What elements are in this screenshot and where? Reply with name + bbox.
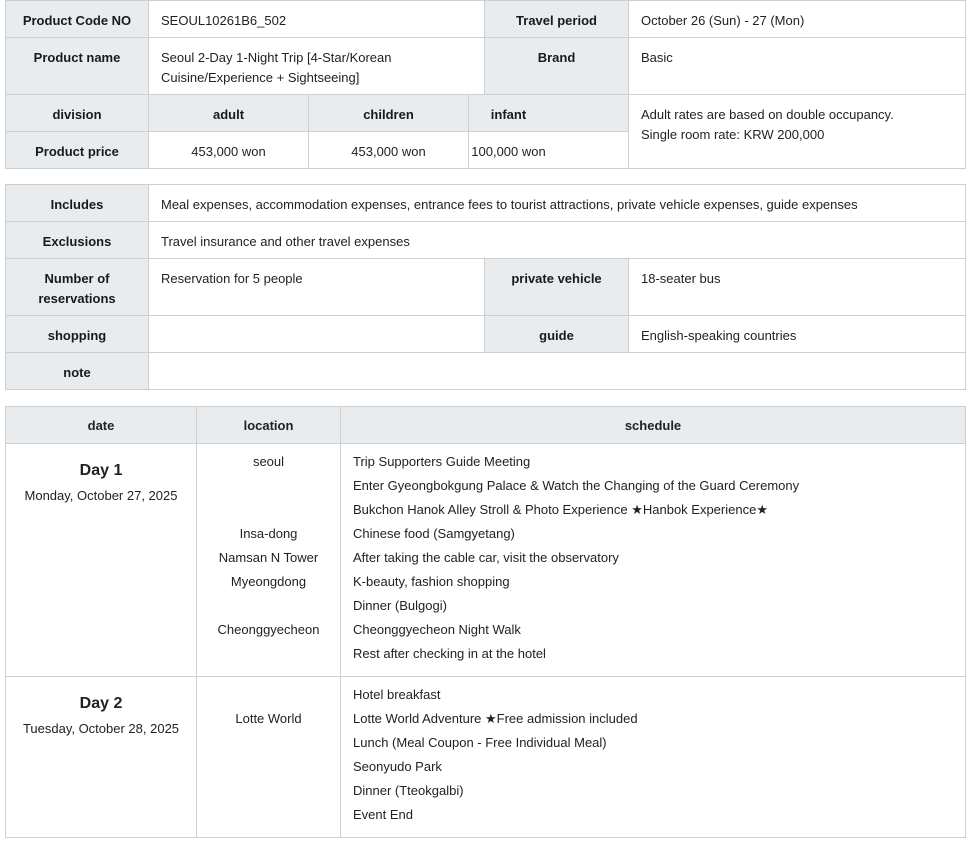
rate-note-line-1: Adult rates are based on double occupancy.	[641, 107, 894, 122]
reservations-label	[6, 259, 149, 316]
day-1-date: Monday, October 27, 2025	[24, 488, 178, 503]
location-item: Cheonggyecheon	[217, 622, 320, 637]
schedule-item: Lotte World Adventure ★Free admission included	[353, 711, 638, 726]
location-item	[197, 642, 340, 666]
travel-period-label: Travel period	[485, 1, 629, 38]
schedule-item: Bukchon Hanok Alley Stroll & Photo Experience ★Hanbok Experience★	[353, 502, 768, 517]
guide-value: English-speaking countries	[629, 316, 966, 353]
schedule-item: Rest after checking in at the hotel	[353, 646, 546, 661]
shopping-value	[149, 316, 485, 353]
location-item: Namsan N Tower	[218, 550, 319, 565]
reservations-value: Reservation for 5 people	[149, 259, 485, 316]
includes-value: Meal expenses, accommodation expenses, entrance fees to tourist attractions, private vehicle expenses, guide expenses	[149, 185, 966, 222]
infant-price: 100,000 won	[469, 132, 629, 169]
day-2-locations	[197, 677, 341, 838]
location-item: seoul	[252, 454, 285, 469]
schedule-item: K-beauty, fashion shopping	[353, 574, 510, 589]
date-header: date	[6, 407, 197, 444]
schedule-header: schedule	[341, 407, 966, 444]
brand-label: Brand	[485, 38, 629, 95]
reservations-label-line-1: Number of	[44, 271, 110, 286]
location-item	[197, 594, 340, 618]
travel-period-value: October 26 (Sun) - 27 (Mon)	[629, 1, 966, 38]
schedule-item: Dinner (Tteokgalbi)	[353, 783, 464, 798]
product-name-line-1: Seoul 2-Day 1-Night Trip [4-Star/Korean	[161, 50, 392, 65]
product-name-line-2: Cuisine/Experience + Sightseeing]	[161, 70, 360, 85]
schedule-item: Dinner (Bulgogi)	[353, 598, 447, 613]
adult-price: 453,000 won	[149, 132, 309, 169]
note-label: note	[6, 353, 149, 390]
details-table	[5, 184, 966, 390]
itinerary-table	[5, 406, 966, 838]
location-item: Lotte World	[235, 711, 302, 726]
day-2-date-cell	[6, 677, 197, 838]
private-vehicle-label: private vehicle	[485, 259, 629, 316]
children-label: children	[309, 95, 469, 132]
shopping-label: shopping	[6, 316, 149, 353]
day-row	[6, 677, 966, 838]
location-header: location	[197, 407, 341, 444]
exclusions-value: Travel insurance and other travel expenses	[149, 222, 966, 259]
children-price: 453,000 won	[309, 132, 469, 169]
brand-value: Basic	[629, 38, 966, 95]
day-2-date: Tuesday, October 28, 2025	[22, 721, 180, 736]
schedule-item: Enter Gyeongbokgung Palace & Watch the Changing of the Guard Ceremony	[353, 478, 800, 493]
schedule-item: Event End	[353, 807, 413, 822]
adult-label: adult	[149, 95, 309, 132]
division-label: division	[6, 95, 149, 132]
product-code-label: Product Code NO	[6, 1, 149, 38]
schedule-item: After taking the cable car, visit the observatory	[353, 550, 619, 565]
reservations-label-line-2: reservations	[38, 291, 116, 306]
product-name-value	[149, 38, 485, 95]
location-item	[197, 498, 340, 522]
infant-label: infant	[469, 95, 629, 132]
note-value	[149, 353, 966, 390]
schedule-item: Cheonggyecheon Night Walk	[353, 622, 521, 637]
location-item: Insa-dong	[239, 526, 298, 541]
schedule-item: Lunch (Meal Coupon - Free Individual Meal)	[353, 735, 607, 750]
rate-note-line-2: Single room rate: KRW 200,000	[641, 127, 825, 142]
product-code-value: SEOUL10261B6_502	[149, 1, 485, 38]
day-2-title: Day 2	[79, 695, 123, 712]
schedule-item: Hotel breakfast	[353, 687, 441, 702]
location-item	[197, 474, 340, 498]
day-1-title: Day 1	[79, 462, 123, 479]
day-1-date-cell	[6, 444, 197, 677]
day-row	[6, 444, 966, 677]
exclusions-label: Exclusions	[6, 222, 149, 259]
day-2-schedule	[341, 677, 966, 838]
schedule-item: Chinese food (Samgyetang)	[353, 526, 515, 541]
location-item	[197, 683, 340, 707]
day-1-locations	[197, 444, 341, 677]
product-name-label: Product name	[6, 38, 149, 95]
product-info-table	[5, 0, 966, 169]
day-1-schedule	[341, 444, 966, 677]
includes-label: Includes	[6, 185, 149, 222]
schedule-item: Seonyudo Park	[353, 759, 442, 774]
private-vehicle-value: 18-seater bus	[629, 259, 966, 316]
guide-label: guide	[485, 316, 629, 353]
location-item: Myeongdong	[230, 574, 307, 589]
schedule-item: Trip Supporters Guide Meeting	[353, 454, 531, 469]
product-price-label: Product price	[6, 132, 149, 169]
rate-note	[629, 95, 966, 169]
